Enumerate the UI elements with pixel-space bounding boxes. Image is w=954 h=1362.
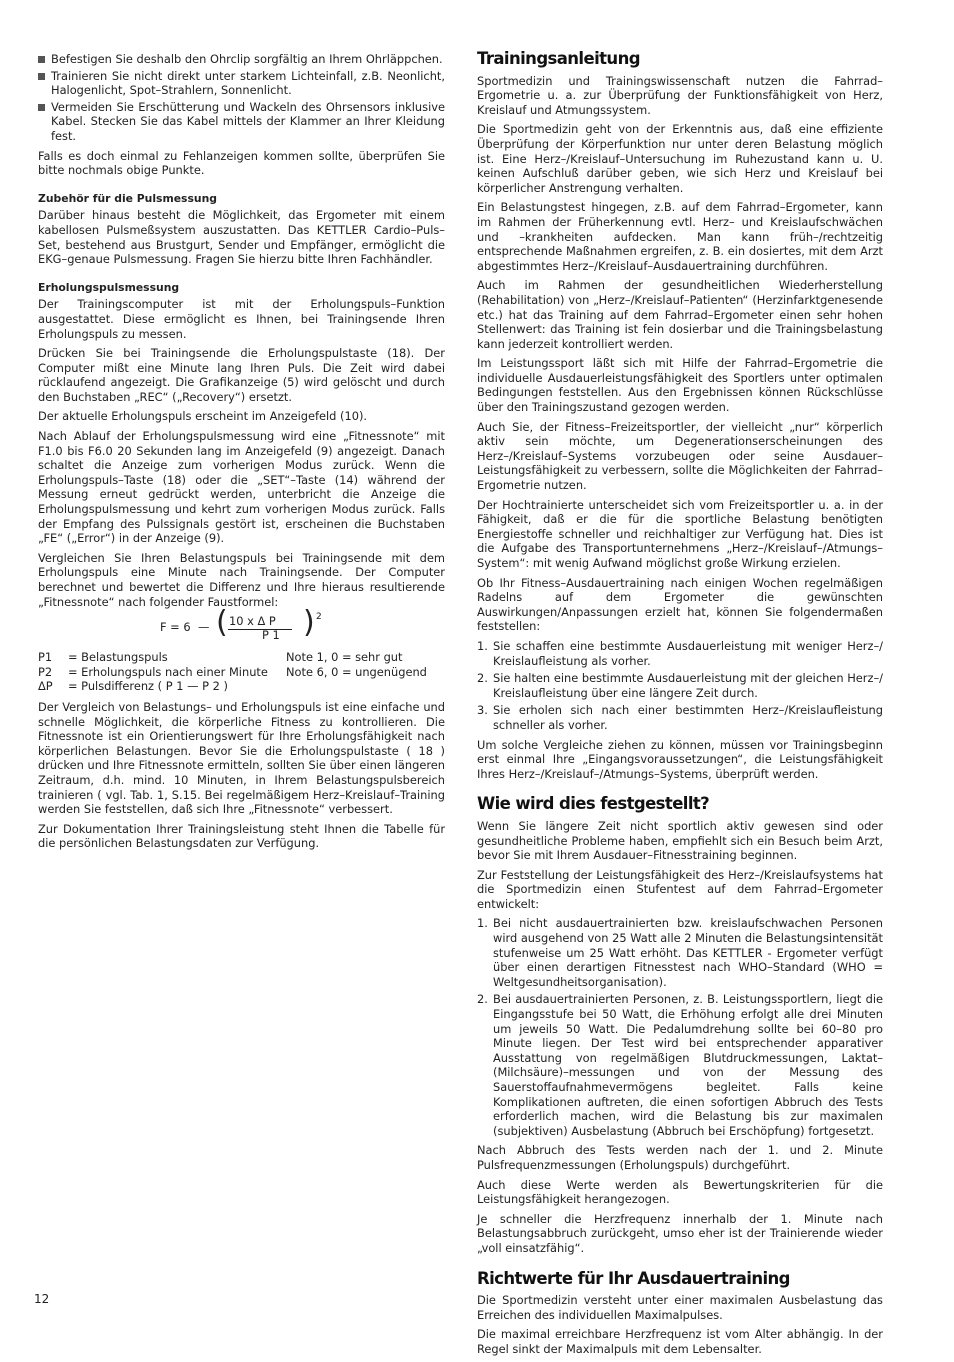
paragraph: Der aktuelle Erholungspuls erscheint im Anzeigefeld (10). <box>38 409 368 424</box>
numbered-list <box>477 916 883 1138</box>
legend-item: P1 = Belastungspuls <box>38 650 168 665</box>
page-number: 12 <box>34 1292 50 1306</box>
formula-lhs: F = 6 <box>160 620 191 635</box>
paragraph: Sportmedizin und Trainingswissenschaft nutzen die Fahrrad–Ergometrie u. a. zur Überprüfung der Funktionsfähigkeit von Herz, Kreislauf und Atmungssystem. <box>477 73 883 117</box>
paragraph: Nach Ablauf der Erholungspulsmessung wird eine „Fitnessnote“ mit F1.0 bis F6.0 20 Sekunden lang im Anzeigefeld (9) angezeigt. Danach schaltet die Anzeige zum vorherigen Modus zurück. Wenn die Erholungspuls–Taste (18) oder die „SET“–Taste (14) während der Messung erneut gedrückt werden, unterbricht die Anzeige die Erholungspulsmessung und kehrt zum vorherigen Modus zurück. Falls der Empfang des Pulssignals gestört ist, erscheinen die Buchstaben „FE“ („Error“) in der Anzeige (9). <box>38 429 445 546</box>
paragraph: Der Vergleich von Belastungs– und Erholungspuls ist eine einfache und schnelle Möglichkeit, die körperliche Fitness zu kontrollieren. Die Fitnessnote ist ein Orientierungswert für Ihre Erholungsfähigkeit nach körperlichen Belastungen. Bevor Sie die Erholungspulstaste ( 18 ) drücken und Ihre Fitnessnote ermitteln, sollten Sie über einen längeren Zeitraum, d.h. mind. 10 Minuten, in Ihrem Belastungspulsbereich trainieren ( vgl. Tab. 1, S.15. Bei regelmäßigem Herz–Kreislauf–Training werden Sie feststellen, daß sich Ihre „Fitnessnote“ verbessert. <box>38 699 445 817</box>
paragraph: Falls es doch einmal zu Fehlanzeigen kommen sollte, überprüfen Sie bitte nochmals obige Punkte. <box>38 148 445 178</box>
paragraph: Ob Ihr Fitness–Ausdauertraining nach einigen Wochen regelmäßigen Radelns auf dem Ergometer die gewünschten Auswirkungen/Anpassungen erzielt hat, können Sie folgendermaßen feststellen: <box>477 575 883 634</box>
list-item: 2. Bei ausdauertrainierten Personen, z. B. Leistungssportlern, liegt die Eingangsstufe bei 50 Watt, die Erhöhung erfolgt alle drei Minuten um jeweils 50 Watt. Die Pedalumdrehung sollte bei 60–80 pro Minute liegen. Der Test wird bei entsprechender apparativer Ausstattung von regelmäßigen Blutdruckmessungen, Laktat–(Milchsäure)–messungen und von der Messung des Sauerstoffaufnahmevermögens begleitet. Falls keine Komplikationen auftreten, die einen sofortigen Abbruch des Tests erforderlich machen, wird die Belastung bis zur maximalen (subjektiven) Ausbelastung (Abbruch bei Erschöpfung) fortgesetzt. <box>477 992 883 1138</box>
square-bullet-icon <box>38 56 45 63</box>
left-column <box>38 52 445 856</box>
paragraph: Auch Sie, der Fitness–Freizeitsportler, der vielleicht „nur“ körperlich aktiv sein möchte, um Degenerationserscheinungen des Herz–/Kreislauf–Systems vorzubeugen oder seine Ausdauer–Leistungsfähigkeit zu verbessern, sollte die Möglichkeiten der Fahrrad–Ergometrie nutzen. <box>477 419 883 493</box>
list-item: 1. Bei nicht ausdauertrainierten bzw. kreislaufschwachen Personen wird ausgehend von 25 Watt alle 2 Minuten die Belastungsintensität stufenweise um 25 Watt erhöht. Das KETTLER - Ergometer verfügt über einen derartigen Fitnesstest nach WHO–Standard (WHO = Weltgesundheitsorganisation). <box>477 916 883 989</box>
numbered-list <box>477 639 883 733</box>
subheading-erholungspulsmessung: Erholungspulsmessung <box>38 280 180 294</box>
paragraph: Um solche Vergleiche ziehen zu können, müssen vor Trainingsbeginn erst einmal Ihre „Eingangsvoraussetzungen“, die Leistungsfähigkeit Ihres Herz–/Kreislauf–/Atmungs–Systems, überprüft werden. <box>477 737 883 781</box>
list-item: 1. Sie schaffen eine bestimmte Ausdauerleistung mit weniger Herz–/ Kreislaufleistung als vorher. <box>477 638 883 668</box>
paragraph: Zur Dokumentation Ihrer Trainingsleistung steht Ihnen die Tabelle für die persönlichen Belastungsdaten zur Verfügung. <box>38 821 445 851</box>
paragraph: Der Trainingscomputer ist mit der Erholungspuls–Funktion ausgestattet. Diese ermöglicht es Ihnen, bei Trainingsende Ihren Erholungspuls zu messen. <box>38 297 445 341</box>
legend-item: ΔP = Pulsdifferenz ( P 1 — P 2 ) <box>38 679 228 694</box>
paragraph: Je schneller die Herzfrequenz innerhalb der 1. Minute nach Belastungsabbruch zurückgeht, umso eher ist der Trainierende wieder „voll einsatzfähig“. <box>477 1211 883 1255</box>
fraction-bar <box>228 629 292 630</box>
paragraph: Vergleichen Sie Ihren Belastungspuls bei Trainingsende mit dem Erholungspuls eine Minute nach Trainingsende. Der Computer berechnet und bewertet die Differenz und Ihre hieraus resultierende „Fitnessnote“ nach folgender Faustformel: <box>38 550 445 609</box>
formula-exponent: 2 <box>316 612 322 623</box>
heading-trainingsanleitung: Trainingsanleitung <box>477 49 640 68</box>
paragraph: Die Sportmedizin geht von der Erkenntnis aus, daß eine effiziente Überprüfung der Körperfunktion nur unter deren Belastung möglich ist. Eine Herz–/Kreislauf–Untersuchung im Ruhezustand kann u. U. keinen Aufschluß darüber geben, wie sich Herz und Kreislauf bei körperlicher Anstrengung verhalten. <box>477 122 883 195</box>
paragraph: Auch im Rahmen der gesundheitlichen Wiederherstellung (Rehabilitation) von „Herz–/Kreislauf–Patienten“ (Herzinfarktgenesende etc.) hat das Training auf dem Fahrrad–Ergometer einen sehr hohen Stellenwert: das Training ist fein dosierbar und die Trainingsbelastung kann jederzeit kontrolliert werden. <box>477 278 883 351</box>
square-bullet-icon <box>38 104 45 111</box>
subheading-zubehoer: Zubehör für die Pulsmessung <box>38 191 217 205</box>
list-item: 2. Sie halten eine bestimmte Ausdauerleistung mit der gleichen Herz–/ Kreislaufleistung über eine längere Zeit durch. <box>477 671 883 700</box>
right-column <box>477 49 883 1362</box>
fitness-formula <box>38 605 445 648</box>
paragraph: Die Sportmedizin versteht unter einer maximalen Ausbelastung das Erreichen des individuellen Maximalpulses. <box>477 1293 883 1322</box>
formula-legend <box>38 650 445 694</box>
list-item: Vermeiden Sie Erschütterung und Wackeln des Ohrsensors inklusive Kabel. Stecken Sie das Kabel mittels der Klammer an Ihrer Kleidung fest. <box>38 100 445 144</box>
paragraph: Im Leistungssport läßt sich mit Hilfe der Fahrrad–Ergometrie die individuelle Ausdauerleistungsfähigkeit des Sportlers unter optimalen Bedingungen feststellen. Aus den Ergebnissen können Rückschlüsse über den Trainingszustand gezogen werden. <box>477 356 883 415</box>
paragraph: Drücken Sie bei Trainingsende die Erholungspulstaste (18). Der Computer mißt eine Minute lang Ihren Puls. Die Zeit wird dabei rücklaufend angezeigt. Die Grafikanzeige (5) wird gelöscht und durch den Buchstaben „REC“ („Recovery“) ersetzt. <box>38 346 445 404</box>
formula-minus: — <box>198 620 210 635</box>
paragraph: Die maximal erreichbare Herzfrequenz ist vom Alter abhängig. In der Regel sinkt der Maximalpuls mit dem Lebensalter. <box>477 1327 883 1356</box>
formula-paren-left: ( <box>216 605 228 641</box>
legend-note: Note 1, 0 = sehr gut <box>286 650 403 665</box>
heading-festgestellt: Wie wird dies festgestellt? <box>477 794 710 814</box>
legend-item: P2 = Erholungspuls nach einer Minute <box>38 664 268 679</box>
formula-denominator: P 1 <box>262 628 280 643</box>
square-bullet-icon <box>38 73 45 80</box>
heading-richtwerte: Richtwerte für Ihr Ausdauertraining <box>477 1268 790 1288</box>
paragraph: Zur Feststellung der Leistungsfähigkeit des Herz–/Kreislaufsystems hat die Sportmedizin einen Stufentest auf dem Fahrrad–Ergometer entwickelt: <box>477 867 883 911</box>
list-item: Befestigen Sie deshalb den Ohrclip sorgfältig an Ihrem Ohrläppchen. <box>38 52 445 67</box>
list-item: Trainieren Sie nicht direkt unter starkem Lichteinfall, z.B. Neonlicht, Halogenlicht, Spot–Strahlern, Sonnenlicht. <box>38 69 445 98</box>
formula-numerator: 10 x Δ P <box>229 614 276 629</box>
bullet-list <box>38 52 445 144</box>
paragraph: Nach Abbruch des Tests werden nach der 1. und 2. Minute Pulsfrequenzmessungen (Erholungspuls) durchgeführt. <box>477 1143 883 1172</box>
list-item: 3. Sie erholen sich nach einer bestimmten Herz–/Kreislaufleistung schneller als vorher. <box>477 703 883 732</box>
legend-note: Note 6, 0 = ungenügend <box>286 664 427 679</box>
legend-note <box>286 679 445 694</box>
paragraph: Ein Belastungstest hingegen, z.B. auf dem Fahrrad–Ergometer, kann im Rahmen der Früherkennung evtl. Herz– und Kreislaufschwächen und –krankheiten aufdecken. Man kann früh–/rechtzeitig entsprechende Maßnahmen ergreifen, z. B. ein dosiertes, mit dem Arzt abgestimmtes Herz–/Kreislauf–Ausdauertraining durchführen. <box>477 200 883 273</box>
paragraph: Darüber hinaus besteht die Möglichkeit, das Ergometer mit einem kabellosen Pulsmeßsystem auszustatten. Das KETTLER Cardio–Puls–Set, bestehend aus Brustgurt, Sender und Empfänger, ermöglicht die EKG–genaue Pulsmessung. Fragen Sie hierzu bitte Ihren Fachhändler. <box>38 208 445 267</box>
paragraph: Wenn Sie längere Zeit nicht sportlich aktiv gewesen sind oder gesundheitliche Probleme haben, empfiehlt sich ein Besuch beim Arzt, bevor Sie mit Ihrem Ausdauer–Fitnesstraining beginnen. <box>477 818 883 863</box>
paragraph: Auch diese Werte werden als Bewertungskriterien für die Leistungsfähigkeit herangezogen. <box>477 1177 883 1207</box>
formula-paren-right: ) <box>303 605 315 641</box>
paragraph: Der Hochtrainierte unterscheidet sich vom Freizeitsportler u. a. in der Fähigkeit, daß er die für die sportliche Belastung benötigten Energiestoffe schneller und reichhaltiger zur Verfügung hat. Dies ist die Aufgabe des Transportunternehmens „Herz–/Kreislauf–/Atmungs–System“: mit wenig Aufwand möglichst große Wirkung erzielen. <box>477 497 883 570</box>
